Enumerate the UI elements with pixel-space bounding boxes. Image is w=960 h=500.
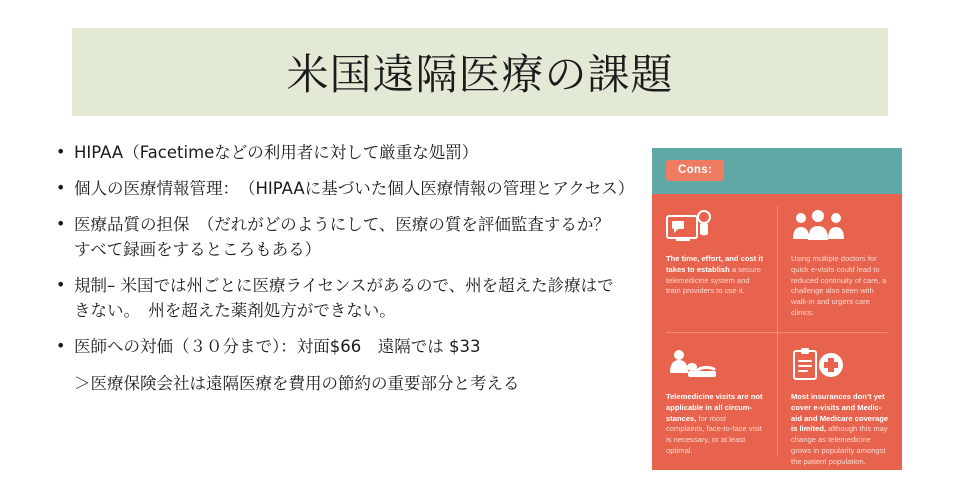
list-item [56, 176, 635, 201]
page-title: 米国遠隔医療の課題 [286, 50, 674, 99]
bullet-text: HIPAA（Facetimeなどの利用者に対して厳重な処罰） [74, 143, 479, 162]
list-item [56, 334, 626, 359]
list-item [56, 371, 626, 396]
group-of-people-icon [791, 206, 890, 248]
cons-badge: Cons: [666, 160, 724, 181]
cons-cell-body: although this may change as telemedicine grows in popularity amongst the patient population. [791, 424, 888, 466]
bullet-marker: • [56, 142, 66, 161]
cons-cell-lead: Most insurances don’t yet cover e-visits and Medic-aid and Medicare coverage is limited, [791, 392, 889, 434]
bullet-text: 医療品質の担保 （だれがどのようにして、医療の質を評価監査するか？ すべて録画をするところもある） [74, 215, 627, 260]
cons-cell [777, 332, 902, 470]
cons-cell-body: for most complaints, face-to-face visit is necessary, or at least optimal. [666, 413, 762, 455]
title-banner [72, 28, 888, 116]
bullet-list [56, 140, 635, 407]
doctor-examining-patient-icon [666, 344, 765, 386]
infographic-header [652, 148, 902, 194]
bullet-marker: • [56, 336, 66, 356]
bullet-text: 個人の医療情報管理： （HIPAAに基づいた個人医療情報の管理とアクセス） [74, 179, 635, 199]
cons-cell [652, 332, 777, 470]
cons-cell-text [791, 392, 890, 467]
cons-cell-body: Using multiple doctors for quick e-visits could lead to reduced continuity of care, a challenge also seen with walk-in and urgent care clinics. [791, 254, 887, 317]
list-item [56, 273, 626, 323]
list-item [56, 212, 626, 262]
bullet-marker: • [56, 275, 66, 295]
bullet-marker: • [56, 178, 66, 198]
cons-cell [777, 194, 902, 332]
bullet-marker: • [56, 214, 66, 234]
monitor-video-call-icon [666, 206, 765, 248]
cons-cell-text [791, 254, 890, 319]
bullet-text: 規制– 米国では州ごとに医療ライセンスがあるので、州を超えた診療はできない。 州を超えた薬剤処方ができない。 [74, 276, 614, 321]
bullet-text: ＞医療保険会社は遠隔医療を費用の節約の重要部分と考える [74, 373, 520, 393]
clipboard-medical-cross-icon [791, 344, 890, 386]
cons-cell-lead: Telemedicine visits are not applicable in all circum-stances, [666, 392, 763, 423]
cons-cell-body: a secure telemedicine system and train providers to use it. [666, 264, 761, 296]
cons-infographic [652, 148, 902, 470]
cons-cell-text [666, 392, 765, 457]
cons-cell-lead: The time, effort, and cost it takes to establish [666, 254, 764, 274]
cons-cell [652, 194, 777, 332]
divider-vertical [777, 206, 778, 456]
bullet-text: 医師への対価（３０分まで）：対面$66 遠隔では $33 [74, 337, 481, 357]
list-item [56, 140, 626, 165]
cons-cell-text [666, 254, 765, 297]
